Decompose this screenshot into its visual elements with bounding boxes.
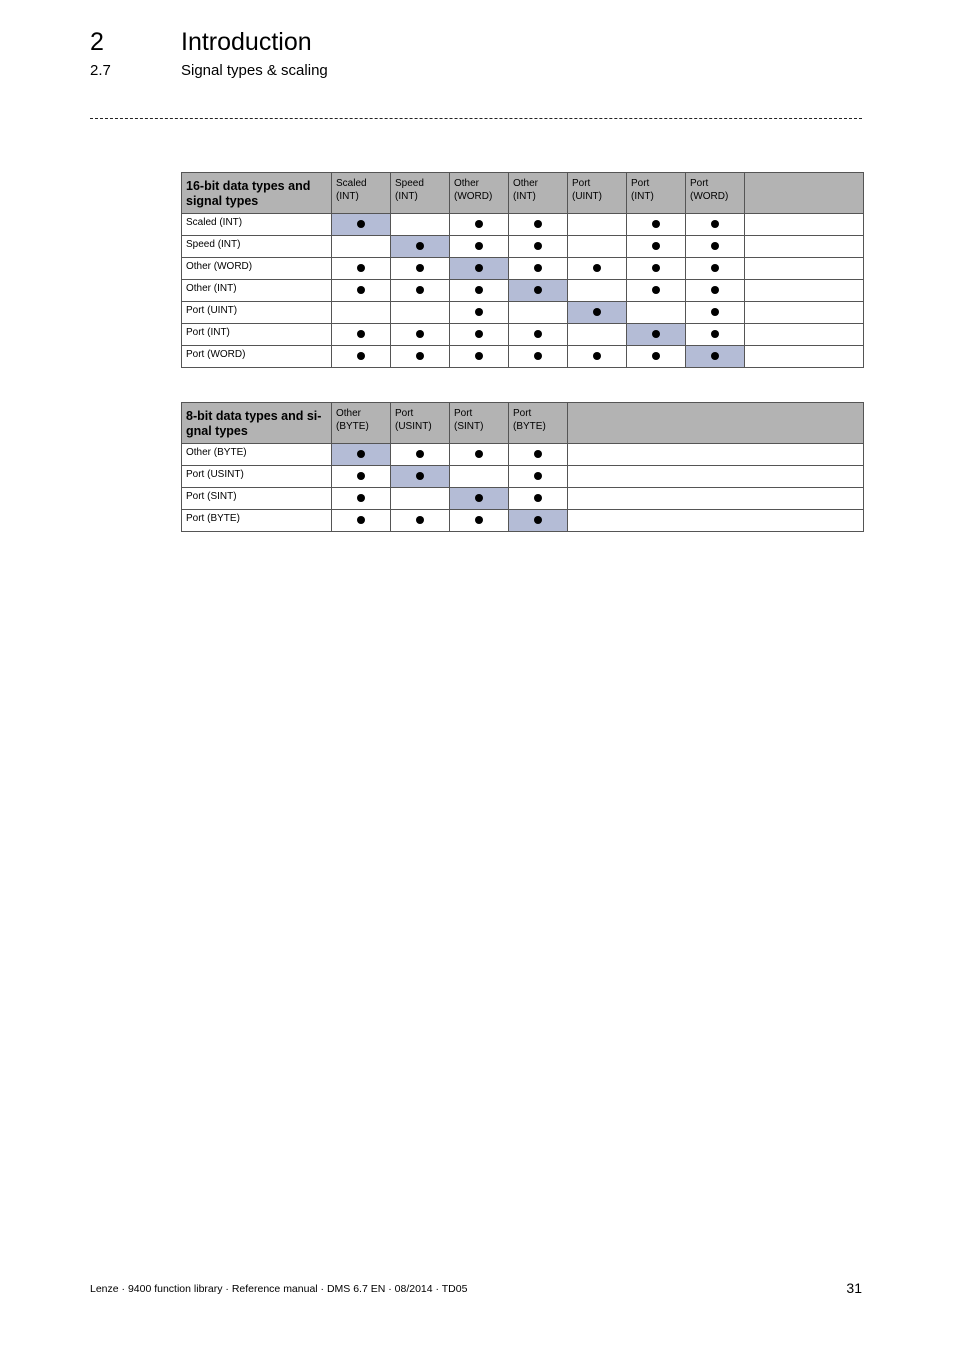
row-label: Port (INT) (182, 324, 332, 346)
compatible-dot-icon (711, 352, 719, 360)
compatible-dot-icon (475, 264, 483, 272)
same-type-cell (391, 236, 450, 258)
compat-cell (391, 258, 450, 280)
compat-cell (568, 236, 627, 258)
empty-cell (568, 510, 864, 532)
compat-cell (509, 466, 568, 488)
compatible-dot-icon (534, 450, 542, 458)
compat-cell (509, 258, 568, 280)
table-row (182, 466, 864, 488)
compatible-dot-icon (357, 516, 365, 524)
same-type-cell (509, 280, 568, 302)
compatible-dot-icon (593, 352, 601, 360)
empty-cell (568, 444, 864, 466)
compat-cell (509, 302, 568, 324)
row-label: Port (UINT) (182, 302, 332, 324)
compatible-dot-icon (534, 330, 542, 338)
compat-cell (450, 466, 509, 488)
compat-cell (391, 444, 450, 466)
compat-cell (391, 346, 450, 368)
compatible-dot-icon (534, 264, 542, 272)
table-row (182, 488, 864, 510)
column-header: Other (BYTE) (332, 403, 391, 444)
compatible-dot-icon (416, 516, 424, 524)
compat-cell (568, 324, 627, 346)
column-header: Other (WORD) (450, 173, 509, 214)
compat-cell (509, 346, 568, 368)
compat-cell (509, 488, 568, 510)
compat-cell (450, 302, 509, 324)
column-header: Other (INT) (509, 173, 568, 214)
same-type-cell (568, 302, 627, 324)
table-row (182, 346, 864, 368)
empty-cell (745, 236, 864, 258)
compatible-dot-icon (593, 308, 601, 316)
empty-cell (745, 214, 864, 236)
column-header: Port (BYTE) (509, 403, 568, 444)
empty-cell (568, 466, 864, 488)
column-header: Port (SINT) (450, 403, 509, 444)
compat-cell (627, 236, 686, 258)
compatible-dot-icon (652, 352, 660, 360)
table-header-row (182, 403, 864, 444)
compatible-dot-icon (711, 330, 719, 338)
compat-cell (509, 324, 568, 346)
compatible-dot-icon (534, 286, 542, 294)
compat-cell (450, 280, 509, 302)
table-row (182, 258, 864, 280)
compatible-dot-icon (475, 450, 483, 458)
same-type-cell (450, 488, 509, 510)
compatible-dot-icon (711, 308, 719, 316)
column-header: Port (UINT) (568, 173, 627, 214)
compatible-dot-icon (534, 494, 542, 502)
compatible-dot-icon (711, 242, 719, 250)
compat-cell (391, 488, 450, 510)
compat-cell (568, 346, 627, 368)
footer-text: Lenze · 9400 function library · Reference manual · DMS 6.7 EN · 08/2014 · TD05 (90, 1283, 468, 1295)
compatible-dot-icon (475, 330, 483, 338)
empty-cell (568, 488, 864, 510)
empty-header-cell (568, 403, 864, 444)
empty-cell (745, 280, 864, 302)
compatible-dot-icon (475, 220, 483, 228)
compat-cell (568, 214, 627, 236)
compat-cell (450, 324, 509, 346)
compat-cell (450, 236, 509, 258)
compat-cell (509, 236, 568, 258)
table-row (182, 302, 864, 324)
compat-cell (686, 302, 745, 324)
compatible-dot-icon (416, 330, 424, 338)
column-header: Scaled (INT) (332, 173, 391, 214)
compatible-dot-icon (475, 242, 483, 250)
compatible-dot-icon (416, 242, 424, 250)
compatible-dot-icon (475, 352, 483, 360)
row-label: Other (INT) (182, 280, 332, 302)
row-label: Port (USINT) (182, 466, 332, 488)
table-16bit-compatibility (181, 172, 864, 368)
compatible-dot-icon (416, 472, 424, 480)
compat-cell (332, 510, 391, 532)
compatible-dot-icon (652, 242, 660, 250)
compat-cell (391, 302, 450, 324)
compat-cell (686, 214, 745, 236)
row-label: Other (WORD) (182, 258, 332, 280)
same-type-cell (509, 510, 568, 532)
table-8bit-compatibility (181, 402, 864, 532)
compatible-dot-icon (475, 516, 483, 524)
compat-cell (627, 214, 686, 236)
column-header: Port (INT) (627, 173, 686, 214)
compat-cell (332, 488, 391, 510)
compat-cell (686, 324, 745, 346)
compatible-dot-icon (357, 286, 365, 294)
compatible-dot-icon (416, 450, 424, 458)
page-number: 31 (846, 1280, 862, 1296)
row-label: Port (WORD) (182, 346, 332, 368)
compatible-dot-icon (534, 220, 542, 228)
compat-cell (627, 280, 686, 302)
compat-cell (568, 258, 627, 280)
row-label: Other (BYTE) (182, 444, 332, 466)
compatible-dot-icon (357, 494, 365, 502)
compatible-dot-icon (534, 472, 542, 480)
compat-cell (627, 346, 686, 368)
table-row (182, 236, 864, 258)
compat-cell (332, 258, 391, 280)
empty-cell (745, 346, 864, 368)
empty-header-cell (745, 173, 864, 214)
compatible-dot-icon (652, 264, 660, 272)
same-type-cell (627, 324, 686, 346)
compatible-dot-icon (711, 220, 719, 228)
compatible-dot-icon (534, 516, 542, 524)
compat-cell (568, 280, 627, 302)
compat-cell (332, 280, 391, 302)
compat-cell (450, 510, 509, 532)
compatible-dot-icon (357, 264, 365, 272)
compat-cell (332, 466, 391, 488)
empty-cell (745, 258, 864, 280)
empty-cell (745, 324, 864, 346)
compatible-dot-icon (357, 472, 365, 480)
table-row (182, 510, 864, 532)
compatible-dot-icon (652, 286, 660, 294)
compat-cell (450, 346, 509, 368)
table-row (182, 214, 864, 236)
compatible-dot-icon (357, 352, 365, 360)
same-type-cell (450, 258, 509, 280)
compat-cell (627, 302, 686, 324)
compat-cell (391, 214, 450, 236)
compatible-dot-icon (652, 220, 660, 228)
chapter-number: 2 (90, 28, 104, 56)
compatible-dot-icon (593, 264, 601, 272)
compat-cell (332, 236, 391, 258)
compatible-dot-icon (416, 352, 424, 360)
compat-cell (450, 214, 509, 236)
section-title: Signal types & scaling (181, 62, 328, 79)
compat-cell (686, 280, 745, 302)
compat-cell (391, 510, 450, 532)
compatible-dot-icon (416, 286, 424, 294)
table-row (182, 444, 864, 466)
row-label: Port (BYTE) (182, 510, 332, 532)
table-header-row (182, 173, 864, 214)
same-type-cell (391, 466, 450, 488)
compatible-dot-icon (711, 264, 719, 272)
same-type-cell (332, 444, 391, 466)
compat-cell (450, 444, 509, 466)
row-label: Scaled (INT) (182, 214, 332, 236)
compat-cell (391, 324, 450, 346)
compatible-dot-icon (534, 242, 542, 250)
compatible-dot-icon (475, 494, 483, 502)
table-title: 16-bit data types and signal types (182, 173, 332, 214)
compat-cell (686, 236, 745, 258)
column-header: Speed (INT) (391, 173, 450, 214)
row-label: Port (SINT) (182, 488, 332, 510)
compat-cell (332, 302, 391, 324)
compatible-dot-icon (652, 330, 660, 338)
compatible-dot-icon (711, 286, 719, 294)
table-row (182, 280, 864, 302)
same-type-cell (332, 214, 391, 236)
compatible-dot-icon (475, 286, 483, 294)
same-type-cell (686, 346, 745, 368)
compat-cell (332, 324, 391, 346)
empty-cell (745, 302, 864, 324)
header-divider (90, 118, 862, 119)
compatible-dot-icon (475, 308, 483, 316)
compat-cell (509, 214, 568, 236)
table-title: 8-bit data types and si-gnal types (182, 403, 332, 444)
compatible-dot-icon (416, 264, 424, 272)
compatible-dot-icon (357, 220, 365, 228)
compatible-dot-icon (534, 352, 542, 360)
compat-cell (686, 258, 745, 280)
compatible-dot-icon (357, 450, 365, 458)
compatible-dot-icon (357, 330, 365, 338)
column-header: Port (USINT) (391, 403, 450, 444)
compat-cell (627, 258, 686, 280)
compat-cell (391, 280, 450, 302)
column-header: Port (WORD) (686, 173, 745, 214)
section-number: 2.7 (90, 62, 111, 79)
chapter-title: Introduction (181, 28, 312, 56)
row-label: Speed (INT) (182, 236, 332, 258)
table-row (182, 324, 864, 346)
compat-cell (332, 346, 391, 368)
compat-cell (509, 444, 568, 466)
